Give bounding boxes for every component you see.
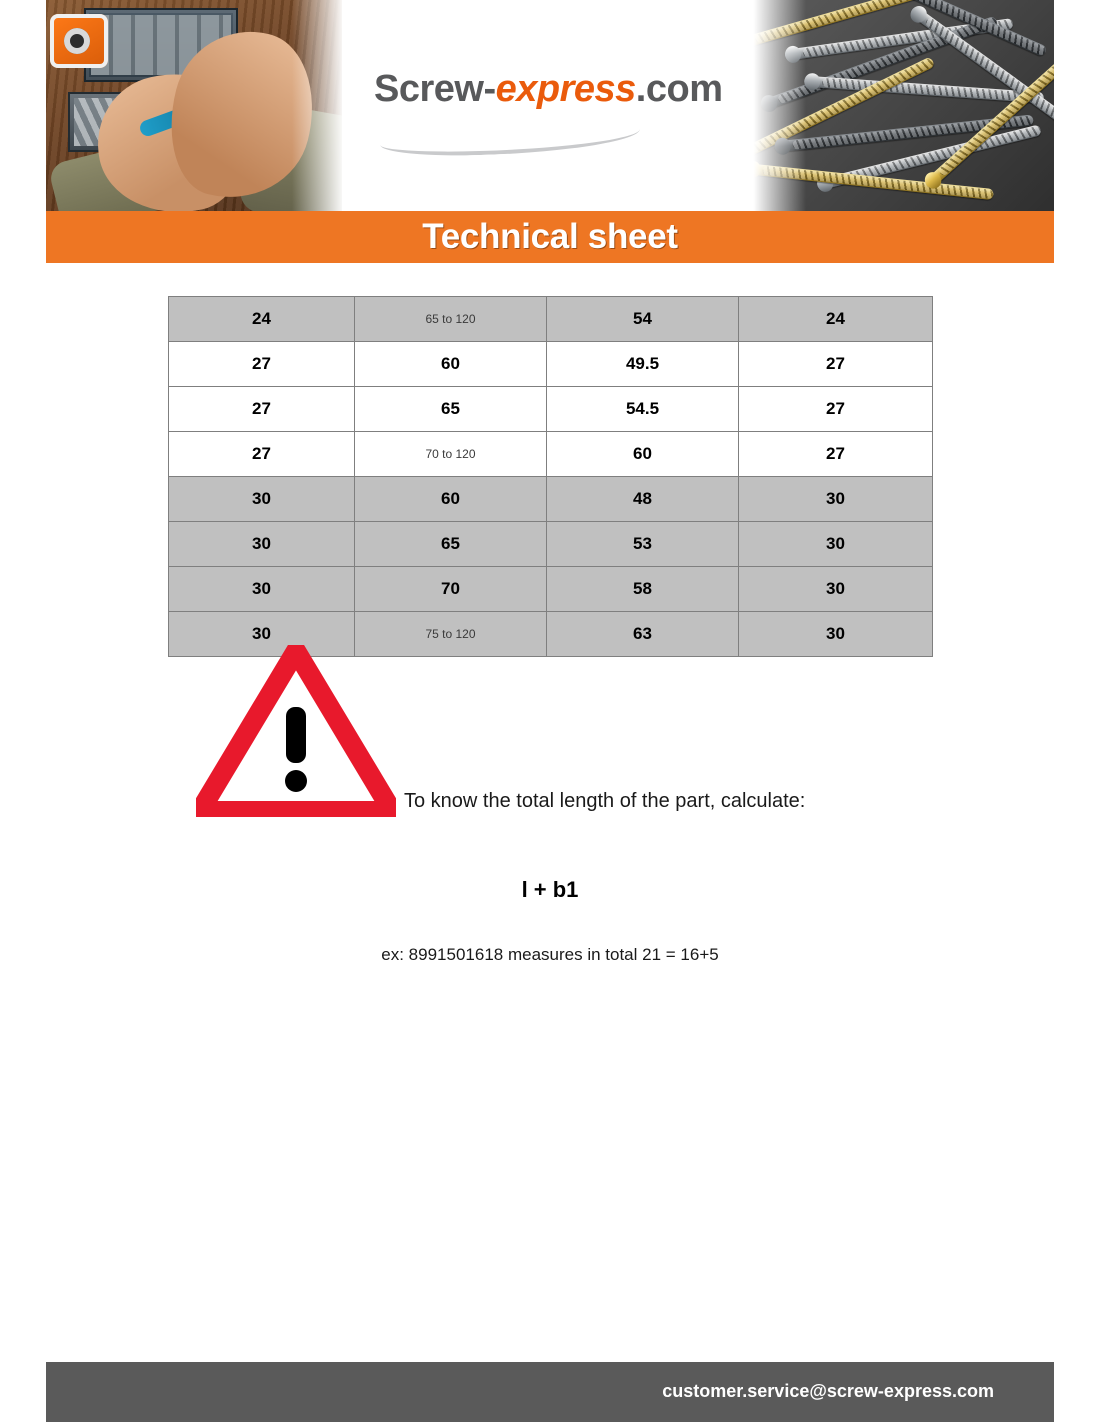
table-cell: 24 [739, 297, 933, 342]
logo-text-screw: Screw [374, 68, 484, 110]
table-row [169, 387, 933, 432]
logo-text-dash: - [483, 68, 496, 110]
logo-area [342, 0, 746, 211]
table-row [169, 342, 933, 387]
table-cell: 30 [169, 477, 355, 522]
table-row [169, 567, 933, 612]
table-cell-range: 65 to 120 [355, 297, 547, 342]
table-cell: 27 [169, 432, 355, 477]
table-cell: 54 [547, 297, 739, 342]
table-cell: 65 [355, 387, 547, 432]
table-cell: 48 [547, 477, 739, 522]
spec-table [168, 296, 933, 657]
formula-text: l + b1 [521, 877, 579, 902]
notice-instruction: To know the total length of the part, calculate: [404, 790, 806, 812]
example-text: ex: 8991501618 measures in total 21 = 16+5 [381, 945, 719, 964]
table-cell: 30 [169, 612, 355, 657]
table-cell: 27 [169, 387, 355, 432]
table-cell-range: 70 to 120 [355, 432, 547, 477]
table-cell: 30 [739, 612, 933, 657]
table-cell: 70 [355, 567, 547, 612]
table-cell: 27 [739, 387, 933, 432]
spec-table-wrapper [168, 296, 932, 657]
table-cell: 60 [355, 342, 547, 387]
logo-swoosh-decoration [379, 115, 640, 158]
table-cell: 30 [169, 567, 355, 612]
table-cell: 63 [547, 612, 739, 657]
table-cell: 60 [547, 432, 739, 477]
footer-email: customer.service@screw-express.com [662, 1381, 994, 1401]
warning-triangle-icon [196, 645, 396, 817]
table-cell: 65 [355, 522, 547, 567]
photo-fade-left [292, 0, 362, 211]
table-cell: 60 [355, 477, 547, 522]
tape-measure-icon [50, 14, 108, 68]
logo-text-domain: .com [635, 68, 723, 110]
table-row [169, 477, 933, 522]
table-cell: 30 [739, 477, 933, 522]
table-cell: 54.5 [547, 387, 739, 432]
table-cell: 27 [739, 342, 933, 387]
document-footer [46, 1362, 1054, 1422]
table-cell: 24 [169, 297, 355, 342]
table-cell: 30 [739, 522, 933, 567]
table-cell: 58 [547, 567, 739, 612]
table-cell-range: 75 to 120 [355, 612, 547, 657]
document-header [46, 0, 1054, 211]
photo-fade-right [736, 0, 806, 211]
table-cell: 27 [169, 342, 355, 387]
brand-logo [374, 68, 723, 111]
table-row [169, 432, 933, 477]
table-row [169, 522, 933, 567]
table-row [169, 297, 933, 342]
table-cell: 49.5 [547, 342, 739, 387]
logo-text-express: express [495, 68, 636, 110]
page-title: Technical sheet [422, 217, 678, 256]
table-cell: 30 [739, 567, 933, 612]
table-cell: 53 [547, 522, 739, 567]
table-cell: 27 [739, 432, 933, 477]
technical-sheet-banner [46, 211, 1054, 263]
table-cell: 30 [169, 522, 355, 567]
